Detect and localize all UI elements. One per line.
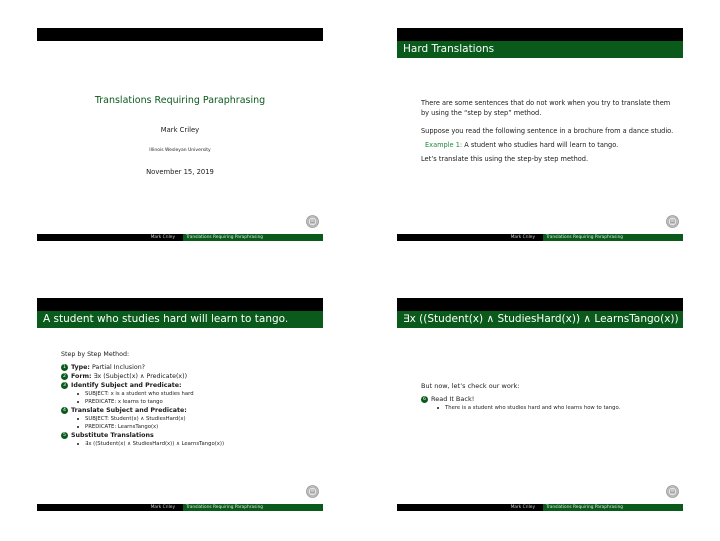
step-number: 3 — [61, 382, 68, 389]
slide-footer — [37, 234, 323, 241]
university-seal-icon — [666, 215, 679, 228]
slide-check-work — [397, 298, 683, 511]
sub-list — [431, 404, 676, 412]
paragraph: There are some sentences that do not work when you try to translate them by using the “step by step” method. — [421, 99, 671, 117]
footer-author: Mark Criley — [37, 234, 183, 241]
step-label: Translate Subject and Predicate: — [71, 407, 187, 414]
step-label: Substitute Translations — [71, 432, 154, 439]
step-item — [61, 363, 316, 372]
footer-author: Mark Criley — [37, 504, 183, 511]
steps-list — [421, 395, 676, 412]
slide-footer — [397, 234, 683, 241]
step-text: Read It Back! — [431, 395, 475, 403]
university-seal-icon — [666, 485, 679, 498]
slide-heading: Hard Translations — [397, 41, 683, 58]
step-item — [421, 395, 676, 412]
sub-item: There is a student who studies hard and who learns how to tango. — [431, 404, 676, 412]
step-number: 5 — [61, 432, 68, 439]
step-item — [61, 406, 316, 431]
check-intro: But now, let’s check our work: — [421, 382, 520, 390]
step-label: Form: — [71, 373, 92, 380]
presentation-author: Mark Criley — [160, 126, 200, 134]
step-item — [61, 431, 316, 448]
footer-title: Translations Requiring Paraphrasing — [543, 234, 683, 241]
slide-heading: ∃x ((Student(x) ∧ StudiesHard(x)) ∧ LearnsTango(x)) — [397, 311, 683, 328]
example-text: A student who studies hard will learn to tango. — [464, 141, 619, 149]
steps-intro: Step by Step Method: — [61, 351, 130, 358]
footer-author: Mark Criley — [397, 234, 543, 241]
step-item — [61, 381, 316, 406]
slide-top-bar — [37, 298, 323, 311]
slide-body — [421, 98, 676, 172]
university-seal-icon — [306, 215, 319, 228]
slide-title — [37, 28, 323, 241]
step-number: 4 — [61, 407, 68, 414]
example-block — [425, 140, 676, 150]
slide-step-by-step — [37, 298, 323, 511]
footer-author: Mark Criley — [397, 504, 543, 511]
paragraph: Suppose you read the following sentence in a brochure from a dance studio. — [421, 127, 674, 135]
sub-item: SUBJECT: x is a student who studies hard — [71, 390, 316, 398]
slide-heading: A student who studies hard will learn to tango. — [37, 311, 323, 328]
sub-list — [71, 390, 316, 406]
sub-item: ∃x ((Student(x) ∧ StudiesHard(x)) ∧ LearnsTango(x)) — [71, 440, 316, 448]
presentation-institution: Illinois Wesleyan University — [149, 148, 211, 153]
example-label: Example 1: — [425, 141, 463, 149]
footer-title: Translations Requiring Paraphrasing — [183, 234, 323, 241]
footer-title: Translations Requiring Paraphrasing — [183, 504, 323, 511]
step-text: ∃x (Subject(x) ∧ Predicate(x)) — [93, 373, 188, 380]
sub-item: PREDICATE: x learns to tango — [71, 398, 316, 406]
slide-top-bar — [37, 28, 323, 41]
step-number: 1 — [61, 364, 68, 371]
step-item — [61, 372, 316, 381]
slide-footer — [397, 504, 683, 511]
paragraph: Let’s translate this using the step-by step method. — [421, 155, 589, 163]
sub-list — [71, 440, 316, 448]
slide-footer — [37, 504, 323, 511]
slide-top-bar — [397, 298, 683, 311]
sub-item: PREDICATE: LearnsTango(x) — [71, 423, 316, 431]
steps-list — [61, 363, 316, 448]
presentation-title: Translations Requiring Paraphrasing — [94, 95, 266, 106]
step-label: Type: — [71, 364, 90, 371]
slide-body — [421, 382, 676, 412]
presentation-date: November 15, 2019 — [146, 168, 214, 176]
step-label: Identify Subject and Predicate: — [71, 382, 182, 389]
slide-top-bar — [397, 28, 683, 41]
footer-title: Translations Requiring Paraphrasing — [543, 504, 683, 511]
step-text: Partial Inclusion? — [91, 364, 146, 371]
step-number: 2 — [61, 373, 68, 380]
step-number: 6 — [421, 396, 428, 403]
sub-list — [71, 415, 316, 431]
university-seal-icon — [306, 485, 319, 498]
slide-hard-translations — [397, 28, 683, 241]
slide-body — [61, 350, 316, 448]
sub-item: SUBJECT: Student(x) ∧ StudiesHard(x) — [71, 415, 316, 423]
